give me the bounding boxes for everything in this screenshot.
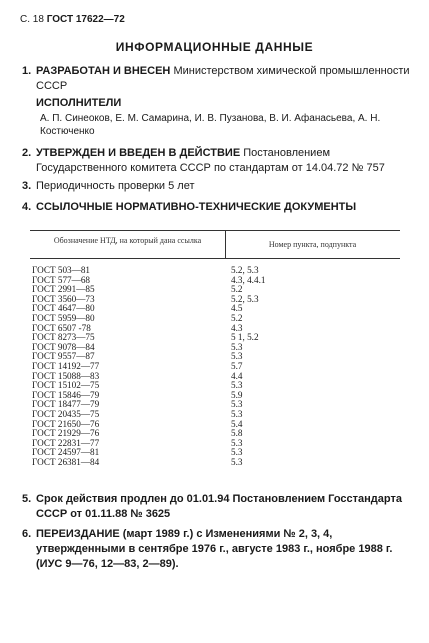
table-cell-designation: ГОСТ 2991—85 bbox=[32, 284, 95, 295]
table-cell-clause: 5.2, 5.3 bbox=[231, 293, 259, 304]
table-cell-designation: ГОСТ 5959—80 bbox=[32, 312, 95, 323]
table-cell-clause: 5.3 bbox=[231, 447, 243, 458]
table-cell-designation: ГОСТ 22831—77 bbox=[32, 437, 100, 448]
table-cell-clause: 5.2 bbox=[231, 284, 243, 295]
section-2-label: УТВЕРЖДЕН И ВВЕДЕН В ДЕЙСТВИЕ bbox=[36, 147, 241, 159]
table-row bbox=[30, 458, 400, 468]
performers-names: А. П. Синеоков, Е. М. Самарина, И. В. Пузанова, В. И. Афанасьева, А. Н. Костюченко bbox=[40, 113, 381, 137]
section-1 bbox=[22, 64, 412, 94]
table-cell-designation: ГОСТ 9078—84 bbox=[32, 341, 95, 352]
page-number: С. 18 bbox=[20, 14, 44, 25]
section-6-text: (март 1989 г.) с Изменениями № 2, 3, 4, утвержденными в сентябре 1976 г., августе 1983 г., ноябре 1988 г. (ИУС 9—76, 12—83, 2—89). bbox=[36, 528, 393, 570]
section-6-number: 6. bbox=[22, 528, 32, 540]
section-6 bbox=[22, 527, 412, 572]
table-cell-designation: ГОСТ 15102—75 bbox=[32, 380, 100, 391]
table-cell-designation: ГОСТ 3560—73 bbox=[32, 293, 95, 304]
section-4-label: ССЫЛОЧНЫЕ НОРМАТИВНО-ТЕХНИЧЕСКИЕ ДОКУМЕНТЫ bbox=[36, 201, 357, 213]
table-cell-clause: 5 1, 5.2 bbox=[231, 332, 259, 343]
table-cell-designation: ГОСТ 20435—75 bbox=[32, 408, 100, 419]
table-cell-clause: 5.3 bbox=[231, 380, 243, 391]
table-cell-clause: 5.7 bbox=[231, 360, 243, 371]
table-cell-clause: 5.3 bbox=[231, 437, 243, 448]
table-cell-designation: ГОСТ 9557—87 bbox=[32, 351, 95, 362]
table-cell-designation: ГОСТ 8273—75 bbox=[32, 332, 95, 343]
table-cell-clause: 4.3 bbox=[231, 322, 243, 333]
table-header-designation: Обозначение НТД, на который дана ссылка bbox=[53, 236, 202, 245]
section-2 bbox=[22, 146, 412, 176]
section-5 bbox=[22, 492, 412, 522]
table-cell-designation: ГОСТ 6507 -78 bbox=[32, 322, 91, 333]
table-cell-designation: ГОСТ 15846—79 bbox=[32, 389, 100, 400]
page-header bbox=[20, 14, 125, 25]
table-cell-clause: 5.3 bbox=[231, 399, 243, 410]
table-cell-clause: 5.2, 5.3 bbox=[231, 265, 259, 275]
table-cell-clause: 4.5 bbox=[231, 303, 243, 314]
table-cell-clause: 5.3 bbox=[231, 456, 243, 467]
table-cell-clause: 5.9 bbox=[231, 389, 243, 400]
section-6-label: ПЕРЕИЗДАНИЕ bbox=[36, 528, 120, 540]
standard-number: ГОСТ 17622—72 bbox=[46, 14, 125, 25]
table-cell-clause: 4.3, 4.4.1 bbox=[231, 274, 266, 285]
section-3 bbox=[22, 179, 412, 194]
section-2-number: 2. bbox=[22, 147, 32, 159]
section-1-number: 1. bbox=[22, 65, 32, 77]
performers-section bbox=[22, 96, 412, 111]
table-cell-designation: ГОСТ 15088—83 bbox=[32, 370, 100, 381]
table-cell-clause: 5.3 bbox=[231, 351, 243, 362]
section-5-text: Срок действия продлен до 01.01.94 Постановлением Госстандарта СССР от 01.11.88 № 3625 bbox=[36, 493, 402, 520]
table-header-rule bbox=[30, 258, 400, 259]
section-1-text: Министерством химической промышленности СССР bbox=[36, 65, 410, 92]
section-3-text: Периодичность проверки 5 лет bbox=[36, 180, 195, 192]
table-cell-designation: ГОСТ 21650—76 bbox=[32, 418, 100, 429]
section-4 bbox=[22, 200, 412, 215]
table-cell-designation: ГОСТ 24597—81 bbox=[32, 447, 100, 458]
table-cell-designation: ГОСТ 503—81 bbox=[32, 265, 91, 275]
section-4-number: 4. bbox=[22, 201, 32, 213]
performers-label: ИСПОЛНИТЕЛИ bbox=[36, 97, 122, 109]
table-cell-clause: 5.3 bbox=[231, 408, 243, 419]
table-cell-designation: ГОСТ 26381—84 bbox=[32, 456, 100, 467]
table-cell-designation: ГОСТ 577—68 bbox=[32, 274, 91, 285]
table-cell-designation: ГОСТ 18477—79 bbox=[32, 399, 100, 410]
table-cell-designation: ГОСТ 14192—77 bbox=[32, 360, 100, 371]
section-1-label: РАЗРАБОТАН И ВНЕСЕН bbox=[36, 65, 171, 77]
table-top-rule bbox=[30, 230, 400, 231]
table-header-clause: Номер пункта, подпункта bbox=[268, 240, 357, 249]
section-3-number: 3. bbox=[22, 180, 32, 192]
table-cell-designation: ГОСТ 21929—76 bbox=[32, 428, 100, 439]
table-cell-clause: 5.8 bbox=[231, 428, 243, 439]
table-cell-designation: ГОСТ 4647—80 bbox=[32, 303, 95, 314]
document-title: ИНФОРМАЦИОННЫЕ ДАННЫЕ bbox=[115, 40, 314, 54]
table-cell-clause: 5.4 bbox=[231, 418, 243, 429]
table-cell-clause: 4.4 bbox=[231, 370, 243, 381]
table-cell-clause: 5.2 bbox=[231, 312, 243, 323]
section-2-text: Постановлением Государственного комитета СССР по стандартам от 14.04.72 № 757 bbox=[36, 147, 385, 174]
section-5-number: 5. bbox=[22, 493, 32, 505]
table-cell-clause: 5.3 bbox=[231, 341, 243, 352]
table-body bbox=[30, 266, 400, 467]
